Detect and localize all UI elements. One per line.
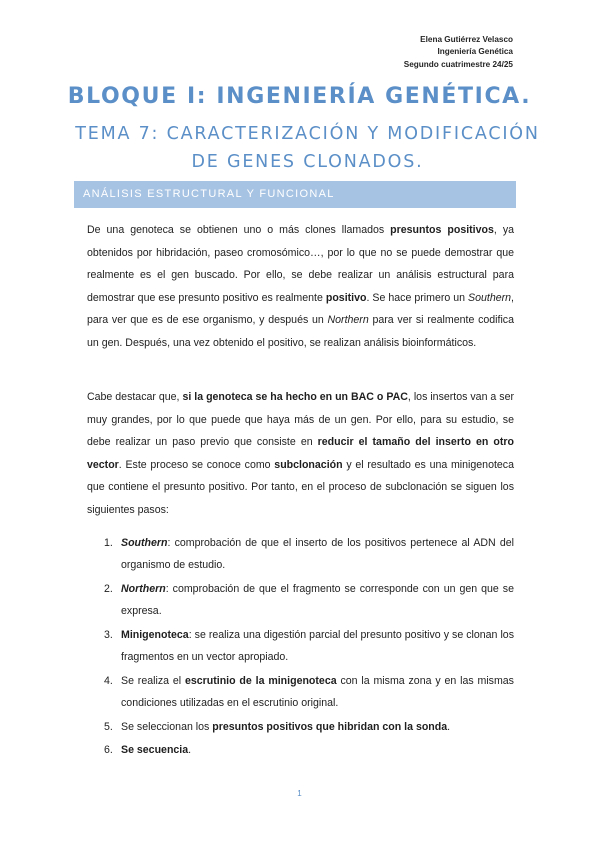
text-run: . Se hace primero un — [366, 291, 469, 304]
list-item-number: 1. — [104, 537, 113, 549]
page-number: 1 — [297, 789, 302, 798]
step-run: . — [188, 744, 192, 757]
list-item-number: 4. — [104, 674, 113, 687]
text-run: , ya obtenidos por hibridación, paseo cromosómico…, por lo que no se puede demostrar que realmente es el gen buscado. Por ello, se debe realizar un análisis estructural para demostrar que ese presunto positivo es realmente — [87, 224, 515, 304]
text-run: positivo — [325, 291, 367, 304]
step-run: escrutinio de la minigenoteca — [184, 674, 337, 687]
block-title: BLOQUE I: INGENIERÍA GENÉTICA. — [67, 84, 532, 109]
text-run: . Este proceso se conoce como — [118, 458, 275, 471]
list-item — [104, 532, 514, 576]
step-run: con la misma zona y en las mismas condiciones utilizadas en el escrutinio original. — [121, 674, 514, 709]
topic-title: TEMA 7: CARACTERIZACIÓN Y MODIFICACIÓN DE GENES CLONADOS. — [75, 124, 540, 172]
step-run: Se realiza el — [121, 674, 185, 687]
list-item-number: 5. — [104, 720, 113, 733]
list-item — [104, 716, 514, 738]
text-run: , los insertos van a ser muy grandes, por lo que puede que haya más de un gen. Por ello, para su estudio, se debe realizar un paso previo que consiste en — [87, 391, 515, 449]
step-run: Northern — [121, 582, 166, 595]
text-run: Southern — [468, 291, 512, 304]
subject-name: Ingeniería Genética — [437, 47, 513, 57]
list-item — [104, 739, 514, 761]
step-run: Minigenoteca — [121, 628, 189, 641]
text-run: Cabe destacar que, — [87, 391, 183, 403]
list-item — [104, 624, 514, 668]
step-run: : se realiza una digestión parcial del presunto positivo y se clonan los fragmentos en un vector apropiado. — [121, 628, 514, 664]
step-run: : comprobación de que el fragmento se corresponde con un gen que se expresa. — [121, 582, 514, 618]
author-name: Elena Gutiérrez Velasco — [420, 35, 513, 44]
text-run: subclonación — [274, 458, 343, 471]
term-label: Segundo cuatrimestre 24/25 — [403, 59, 513, 69]
text-run: para ver si realmente codifica un gen. Después, una vez obtenido el positivo, se realizan análisis bioinformáticos. — [87, 314, 514, 349]
section-heading: ANÁLISIS ESTRUCTURAL Y FUNCIONAL — [83, 188, 335, 200]
paragraph-intro — [87, 219, 514, 355]
list-item — [104, 670, 514, 714]
list-item-number: 2. — [104, 582, 113, 595]
list-item-number: 6. — [104, 744, 113, 757]
text-run: Northern — [327, 314, 369, 327]
paragraph-subcloning — [87, 386, 514, 522]
step-run: Se secuencia — [121, 744, 189, 757]
step-run: . — [447, 720, 451, 733]
text-run: y el resultado es una minigenoteca que contiene el presunto positivo. Por tanto, en el proceso de subclonación se siguen los siguientes pasos: — [87, 458, 514, 516]
text-run: reducir el tamaño del inserto en otro vector — [87, 436, 514, 471]
step-run: : comprobación de que el inserto de los positivos pertenece al ADN del organismo de estudio. — [121, 537, 514, 572]
text-run: De una genoteca se obtienen uno o más clones llamados — [87, 224, 391, 236]
text-run: si la genoteca se ha hecho en un BAC o PAC — [182, 391, 408, 403]
step-run: presuntos positivos que hibridan con la sonda — [212, 720, 448, 733]
text-run: presuntos positivos — [390, 224, 494, 236]
subcloning-steps-list — [104, 532, 514, 763]
list-item — [104, 578, 514, 622]
text-run: , para ver que es de ese organismo, y después un — [87, 291, 514, 327]
section-heading-bar — [74, 181, 516, 208]
step-run: Southern — [121, 537, 168, 549]
list-item-number: 3. — [104, 628, 113, 641]
step-run: Se seleccionan los — [121, 720, 213, 733]
document-header — [404, 34, 513, 71]
